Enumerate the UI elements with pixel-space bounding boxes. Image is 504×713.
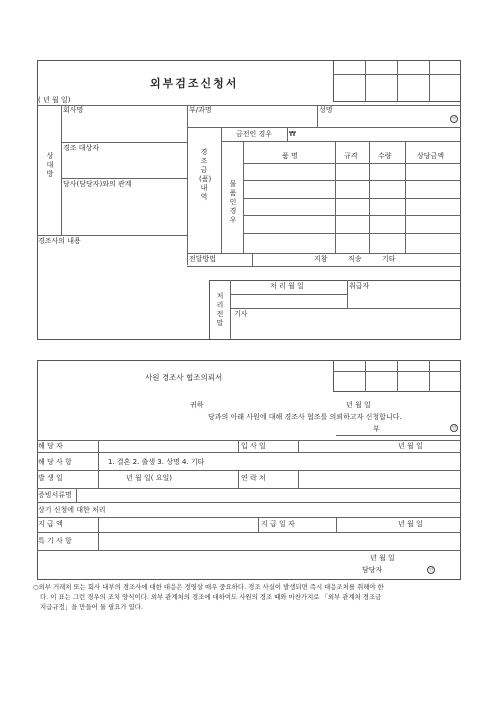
dept-label: 부/과명 <box>189 106 212 114</box>
delivery-label: 전달방법 <box>189 255 217 263</box>
handler-label: 취급자 <box>349 282 370 290</box>
seal-icon: 인 <box>450 115 458 123</box>
goods-header-value: 상당금액 <box>417 152 445 160</box>
content-label: 경조사의 내용 <box>38 237 81 245</box>
relation-label: 당사(담당자)와의 관계 <box>63 180 132 188</box>
form1-title: 외부검조신청서 <box>150 77 239 90</box>
occur-date-label: 발 생 일 <box>38 474 63 482</box>
pay-date-label: 지 급 일 자 <box>261 520 295 528</box>
matter-options: 1. 결혼 2. 출생 3. 상명 4. 기타 <box>108 458 205 466</box>
goods-header-qty: 수량 <box>378 152 392 160</box>
person-label: 해 당 자 <box>38 442 63 450</box>
pay-date-value: 년 월 일 <box>398 520 423 528</box>
special-label: 특 기 사 항 <box>38 537 72 545</box>
join-date-value: 년 월 일 <box>398 442 423 450</box>
target-label: 경조 대상자 <box>63 144 100 152</box>
delivery-other: 기타 <box>382 255 396 263</box>
detail-vertical-label: 경조금(품)내역 <box>199 148 212 201</box>
form2-request: 당과의 아래 사원에 대해 경조사 협조를 의뢰하고자 신청합니다. <box>208 413 402 421</box>
goods-header-name: 품 명 <box>282 152 298 160</box>
form1-date-line: ( 년 월 일) <box>38 96 71 104</box>
goods-header-spec: 규격 <box>344 152 358 160</box>
processing-label: 상기 신청에 대한 처리 <box>38 506 106 514</box>
staff-label: 담당자 <box>362 566 383 574</box>
join-date-label: 입 사 일 <box>241 442 266 450</box>
delivery-bring: 지참 <box>314 255 328 263</box>
name-label: 성명 <box>319 106 333 114</box>
amount-label: 지 급 액 <box>38 520 63 528</box>
proof-label: 증빙서류명 <box>38 491 72 499</box>
form2-date: 년 월 일 <box>346 401 371 409</box>
company-name-label: 회사명 <box>63 106 84 114</box>
form2-title: 사원 경조사 협조의뢰서 <box>145 373 223 382</box>
contact-label: 연 락 처 <box>241 474 266 482</box>
note-line-1: ○외부 거래처 또는 회사 내부의 경조사에 대한 대응은 경영상 매우 중요하다. 경조 사실이 발생되면 즉시 대응조처를 취해야 한 <box>33 583 384 591</box>
currency-sign: ₩ <box>289 130 296 138</box>
note-line-2: 다. 이 표는 그런 경우의 조치 양식이다. 외부 관계처의 경조에 대하여도 사원의 경조 때와 마찬가지로 「외부 관계처 경조금 <box>40 593 382 601</box>
delivery-direct: 직송 <box>348 255 362 263</box>
form2-to: 귀하 <box>190 401 204 409</box>
seal-icon-3: 인 <box>427 566 435 574</box>
note-label: 기사 <box>234 310 248 318</box>
cash-label: 금전인 경우 <box>236 130 273 138</box>
note-line-3: 지급규정」을 만들어 둘 필요가 있다. <box>40 603 143 611</box>
form2-dept: 부 <box>373 425 380 433</box>
goods-vertical-label: 물품인경우 <box>229 180 237 224</box>
processing-vertical-label: 처리전말 <box>216 292 224 327</box>
processing-date-label: 처 리 월 일 <box>270 282 304 290</box>
matter-label: 해 당 사 항 <box>38 458 72 466</box>
footer-date: 년 월 일 <box>370 554 395 562</box>
counterparty-label: 상대방 <box>46 152 54 178</box>
seal-icon-2: 인 <box>450 424 458 432</box>
occur-date-value: 년 월 일( 요일) <box>126 474 172 482</box>
